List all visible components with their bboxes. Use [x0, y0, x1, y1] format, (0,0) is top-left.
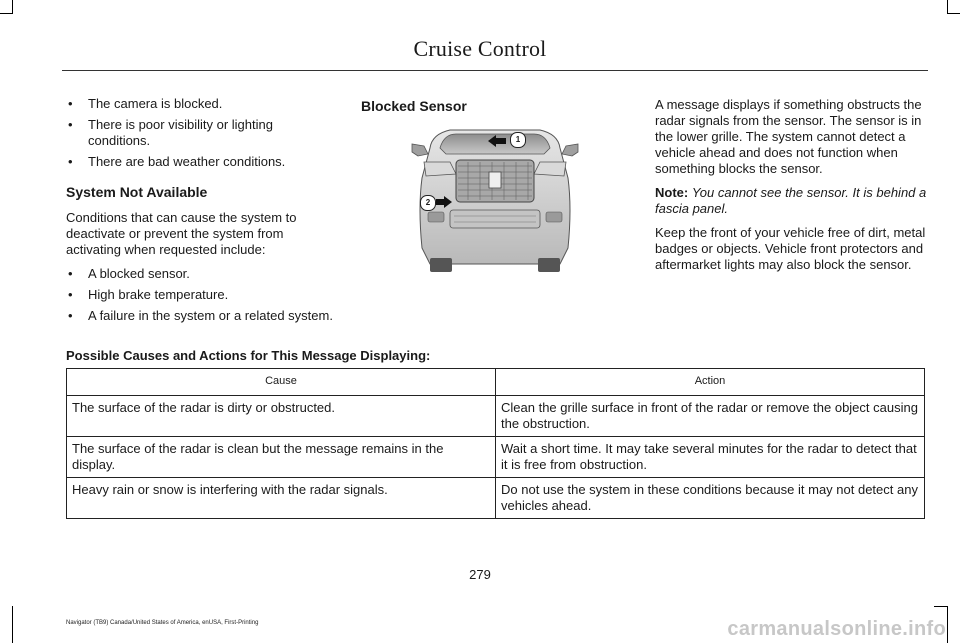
crop-mark-bottom-right-h — [934, 606, 948, 607]
callout-1-badge — [510, 132, 526, 148]
figure-title: Blocked Sensor — [361, 98, 467, 114]
watermark: carmanualsonline.info — [727, 618, 946, 640]
section-heading: System Not Available — [66, 184, 208, 200]
table-title: Possible Causes and Actions for This Message Displaying: — [66, 348, 431, 363]
crop-mark-top-left-h — [0, 13, 13, 14]
action-cell: Clean the grille surface in front of the radar or remove the object causing the obstruction. — [496, 396, 925, 437]
list-item: • The camera is blocked. — [66, 96, 336, 112]
cause-cell: Heavy rain or snow is interfering with the radar signals. — [67, 478, 496, 519]
bullet-list-bottom — [66, 266, 336, 324]
callout-1-label: 1 — [515, 135, 521, 144]
list-item: • A blocked sensor. — [66, 266, 336, 282]
crop-mark-top-right-h — [947, 13, 960, 14]
bullet-list-top — [66, 96, 336, 170]
column-header-cause: Cause — [67, 369, 496, 396]
body-paragraph: Conditions that can cause the system to deactivate or prevent the system from activating when requested include: — [66, 210, 297, 257]
body-paragraph: Keep the front of your vehicle free of dirt, metal badges or objects. Vehicle front protectors and aftermarket lights may also block the sensor. — [655, 225, 926, 272]
table-row — [67, 478, 925, 519]
list-item: • There is poor visibility or lighting conditions. — [66, 117, 336, 149]
page-number: 279 — [469, 567, 491, 582]
note-label: Note: — [655, 185, 689, 200]
action-cell: Wait a short time. It may take several minutes for the radar to detect that it is free from obstruction. — [496, 437, 925, 478]
callout-2-label: 2 — [425, 198, 431, 207]
crop-mark-top-right-v — [947, 0, 948, 14]
list-item: • A failure in the system or a related system. — [66, 308, 336, 324]
vehicle-front-illustration — [410, 118, 580, 278]
column-header-action: Action — [496, 369, 925, 396]
causes-actions-table — [66, 368, 925, 519]
list-item: • There are bad weather conditions. — [66, 154, 336, 170]
note-text: You cannot see the sensor. It is behind a fascia panel. — [655, 185, 927, 216]
crop-mark-top-left-v — [12, 0, 13, 14]
table-row — [67, 396, 925, 437]
crop-mark-bottom-left-v — [12, 606, 13, 643]
footer-text: Navigator (TB9) Canada/United States of America, enUSA, First-Printing — [66, 620, 259, 626]
action-cell: Do not use the system in these conditions because it may not detect any vehicles ahead. — [496, 478, 925, 519]
crop-mark-bottom-right-v — [947, 606, 948, 643]
cause-cell: The surface of the radar is clean but the message remains in the display. — [67, 437, 496, 478]
table-header-row — [67, 369, 925, 396]
vehicle-front-svg — [410, 118, 580, 278]
note-paragraph — [655, 185, 929, 217]
body-paragraph: A message displays if something obstructs the radar signals from the sensor. The sensor is in the lower grille. The system cannot detect a vehicle ahead and does not function when something blocks the sensor. — [655, 97, 922, 176]
table-row — [67, 437, 925, 478]
header-rule — [62, 70, 928, 71]
list-item: • High brake temperature. — [66, 287, 336, 303]
right-column — [655, 97, 929, 281]
callout-2-badge — [420, 195, 436, 211]
cause-cell: The surface of the radar is dirty or obstructed. — [67, 396, 496, 437]
left-column — [66, 96, 336, 329]
page-header-title: Cruise Control — [413, 36, 547, 61]
